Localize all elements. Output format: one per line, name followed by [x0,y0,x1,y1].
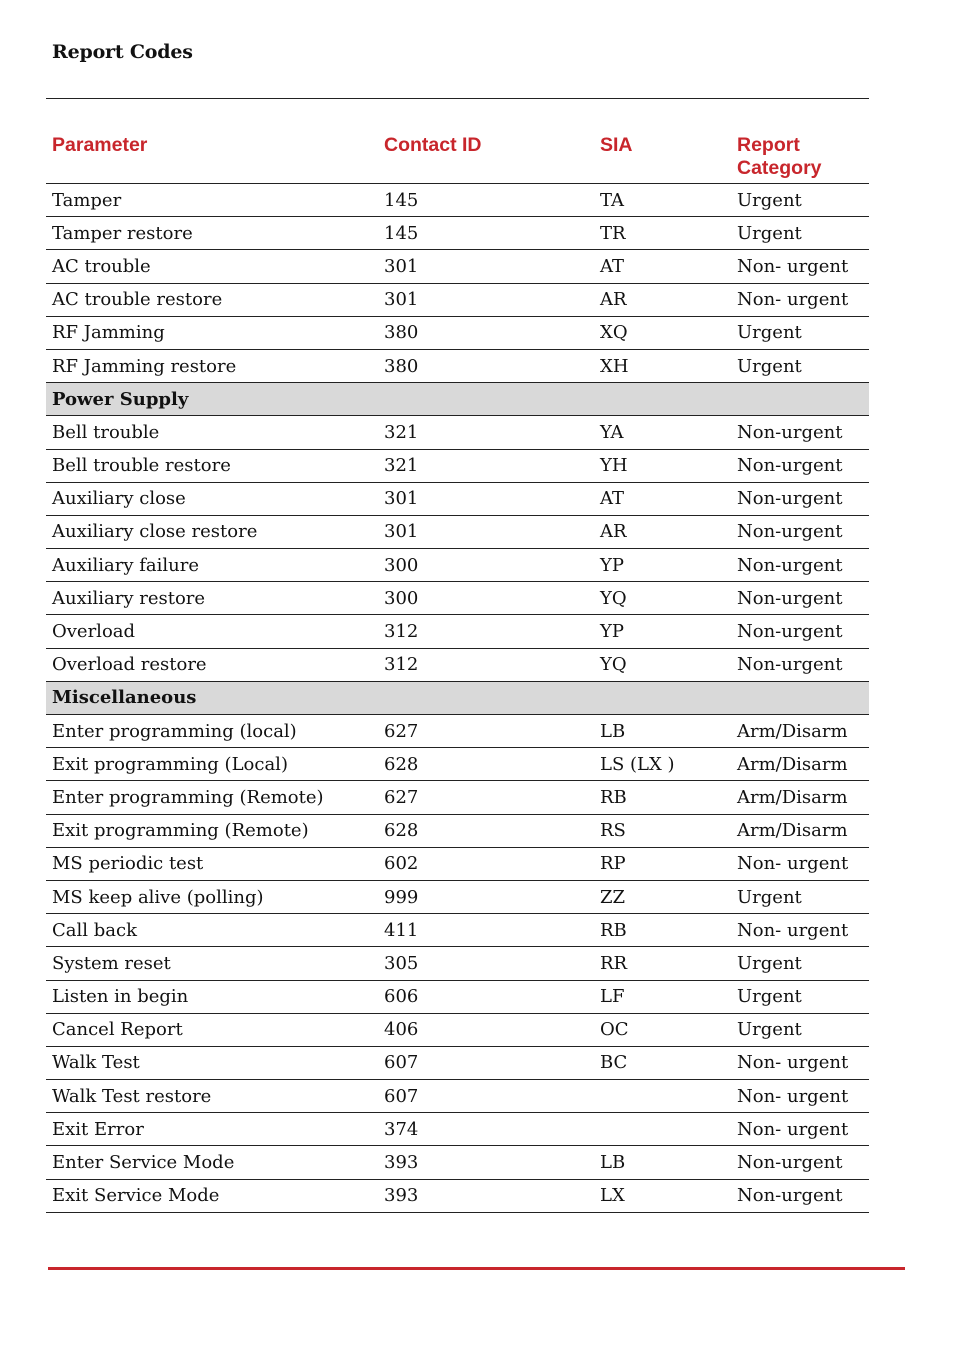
cell-contact-id: 321 [378,416,594,449]
footer-divider [48,1267,905,1270]
cell-sia: YH [594,449,731,482]
table-row [46,1113,869,1146]
cell-parameter: Exit programming (Remote) [46,814,378,847]
table-row [46,814,869,847]
cell-parameter: Bell trouble restore [46,449,378,482]
cell-report-category: Non- urgent [731,1046,869,1079]
cell-contact-id: 145 [378,217,594,250]
cell-parameter: Tamper [46,184,378,217]
cell-parameter: Exit Service Mode [46,1179,378,1212]
cell-sia: LB [594,715,731,748]
cell-parameter: RF Jamming restore [46,349,378,382]
cell-contact-id: 374 [378,1113,594,1146]
cell-parameter: Cancel Report [46,1013,378,1046]
cell-report-category: Urgent [731,880,869,913]
table-row [46,715,869,748]
cell-report-category: Non-urgent [731,549,869,582]
cell-parameter: Enter programming (Remote) [46,781,378,814]
cell-parameter: Auxiliary failure [46,549,378,582]
cell-report-category: Non-urgent [731,515,869,548]
cell-contact-id: 628 [378,814,594,847]
cell-contact-id: 301 [378,283,594,316]
cell-report-category: Arm/Disarm [731,748,869,781]
cell-contact-id: 628 [378,748,594,781]
cell-contact-id: 602 [378,847,594,880]
cell-parameter: MS keep alive (polling) [46,880,378,913]
table-row [46,648,869,681]
cell-report-category: Non- urgent [731,1113,869,1146]
cell-sia: RS [594,814,731,847]
cell-contact-id: 301 [378,515,594,548]
cell-sia: AR [594,515,731,548]
table-header-row [46,128,869,184]
cell-contact-id: 627 [378,715,594,748]
cell-parameter: Exit Error [46,1113,378,1146]
cell-report-category: Non-urgent [731,648,869,681]
cell-contact-id: 627 [378,781,594,814]
cell-contact-id: 300 [378,582,594,615]
cell-parameter: MS periodic test [46,847,378,880]
cell-sia: TR [594,217,731,250]
cell-contact-id: 393 [378,1179,594,1212]
cell-parameter: Walk Test restore [46,1080,378,1113]
table-row [46,549,869,582]
cell-report-category: Non-urgent [731,449,869,482]
cell-report-category: Non-urgent [731,416,869,449]
cell-contact-id: 406 [378,1013,594,1046]
cell-sia: AR [594,283,731,316]
report-codes-table [46,128,869,1213]
table-row [46,449,869,482]
header-parameter: Parameter [46,128,378,184]
cell-sia: LX [594,1179,731,1212]
cell-sia: RR [594,947,731,980]
cell-contact-id: 393 [378,1146,594,1179]
cell-report-category: Non-urgent [731,1179,869,1212]
cell-parameter: Auxiliary close [46,482,378,515]
cell-contact-id: 145 [378,184,594,217]
cell-contact-id: 321 [378,449,594,482]
table-row [46,947,869,980]
cell-parameter: Overload [46,615,378,648]
cell-sia: YA [594,416,731,449]
cell-parameter: AC trouble restore [46,283,378,316]
table-row [46,1013,869,1046]
cell-parameter: RF Jamming [46,316,378,349]
table-row [46,515,869,548]
cell-report-category: Non- urgent [731,914,869,947]
table-row [46,416,869,449]
section-row [46,681,869,714]
table-row [46,980,869,1013]
cell-contact-id: 411 [378,914,594,947]
table-row [46,283,869,316]
cell-sia: XH [594,349,731,382]
table-row [46,217,869,250]
table-row [46,914,869,947]
section-title: Miscellaneous [46,681,869,714]
header-report-category [731,128,869,184]
table-row [46,615,869,648]
cell-parameter: Exit programming (Local) [46,748,378,781]
cell-parameter: Auxiliary close restore [46,515,378,548]
cell-parameter: Enter Service Mode [46,1146,378,1179]
cell-parameter: Walk Test [46,1046,378,1079]
cell-report-category: Non-urgent [731,615,869,648]
cell-sia: OC [594,1013,731,1046]
section-row [46,383,869,416]
table-row [46,880,869,913]
cell-sia: YP [594,549,731,582]
cell-sia: XQ [594,316,731,349]
cell-sia: LF [594,980,731,1013]
cell-report-category: Urgent [731,316,869,349]
cell-sia: RB [594,914,731,947]
cell-parameter: Bell trouble [46,416,378,449]
cell-report-category: Non-urgent [731,582,869,615]
cell-sia: YQ [594,582,731,615]
cell-report-category: Urgent [731,1013,869,1046]
cell-sia: BC [594,1046,731,1079]
cell-contact-id: 305 [378,947,594,980]
cell-sia: ZZ [594,880,731,913]
table-row [46,482,869,515]
table-row [46,250,869,283]
table-row [46,582,869,615]
cell-sia: AT [594,482,731,515]
cell-report-category: Urgent [731,349,869,382]
table-row [46,316,869,349]
table-body [46,184,869,1213]
cell-contact-id: 312 [378,648,594,681]
table-row [46,748,869,781]
cell-contact-id: 312 [378,615,594,648]
cell-contact-id: 380 [378,316,594,349]
cell-sia [594,1080,731,1113]
cell-contact-id: 607 [378,1080,594,1113]
cell-parameter: System reset [46,947,378,980]
cell-sia: AT [594,250,731,283]
cell-parameter: Listen in begin [46,980,378,1013]
cell-contact-id: 606 [378,980,594,1013]
cell-contact-id: 380 [378,349,594,382]
cell-report-category: Non-urgent [731,1146,869,1179]
cell-report-category: Urgent [731,184,869,217]
cell-contact-id: 300 [378,549,594,582]
cell-report-category: Arm/Disarm [731,781,869,814]
cell-sia: YQ [594,648,731,681]
header-contact-id: Contact ID [378,128,594,184]
cell-parameter: Enter programming (local) [46,715,378,748]
cell-sia: YP [594,615,731,648]
cell-sia: LS (LX ) [594,748,731,781]
cell-report-category: Urgent [731,980,869,1013]
cell-parameter: Call back [46,914,378,947]
header-report-category-line2: Category [737,157,822,179]
cell-sia: TA [594,184,731,217]
page-title: Report Codes [52,41,193,63]
cell-report-category: Urgent [731,217,869,250]
cell-parameter: Tamper restore [46,217,378,250]
table-row [46,781,869,814]
cell-report-category: Non- urgent [731,847,869,880]
table-row [46,1046,869,1079]
cell-report-category: Arm/Disarm [731,715,869,748]
cell-contact-id: 999 [378,880,594,913]
cell-contact-id: 607 [378,1046,594,1079]
cell-sia: LB [594,1146,731,1179]
cell-report-category: Non- urgent [731,283,869,316]
header-report-category-line1: Report [737,134,800,156]
header-sia: SIA [594,128,731,184]
cell-parameter: Auxiliary restore [46,582,378,615]
cell-contact-id: 301 [378,250,594,283]
cell-report-category: Non- urgent [731,1080,869,1113]
cell-sia: RB [594,781,731,814]
cell-sia [594,1113,731,1146]
table-row [46,184,869,217]
table-row [46,1080,869,1113]
cell-report-category: Non-urgent [731,482,869,515]
table-row [46,1146,869,1179]
table-row [46,847,869,880]
section-title: Power Supply [46,383,869,416]
cell-parameter: Overload restore [46,648,378,681]
cell-report-category: Arm/Disarm [731,814,869,847]
cell-sia: RP [594,847,731,880]
cell-report-category: Non- urgent [731,250,869,283]
cell-contact-id: 301 [378,482,594,515]
title-divider [46,98,869,99]
cell-report-category: Urgent [731,947,869,980]
cell-parameter: AC trouble [46,250,378,283]
table-row [46,349,869,382]
table-row [46,1179,869,1212]
